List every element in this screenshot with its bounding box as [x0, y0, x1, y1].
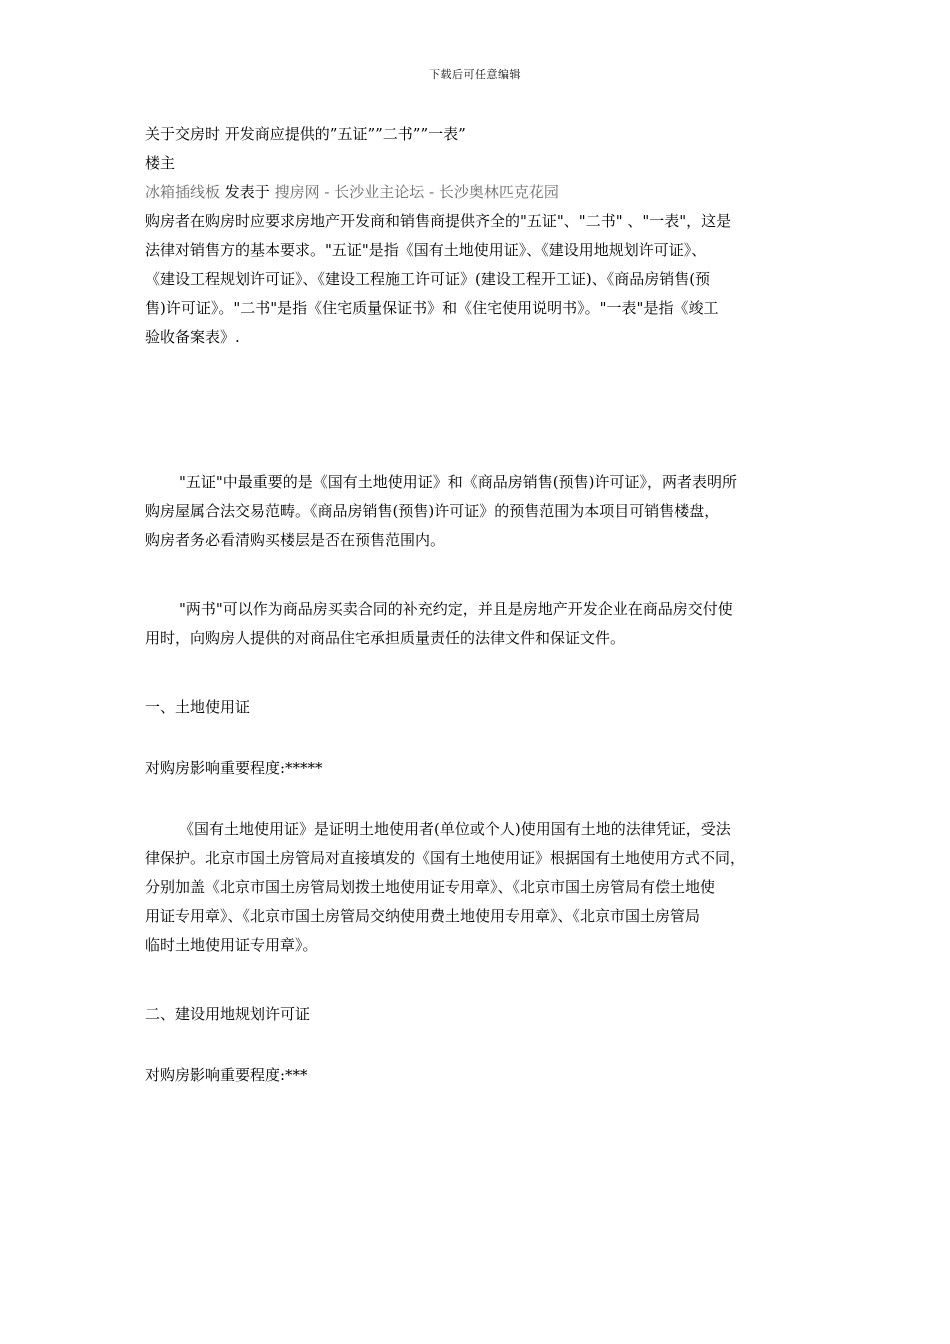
header-note: 下载后可任意编辑	[429, 68, 521, 81]
spacer	[145, 722, 815, 754]
paragraph-line: 购房屋属合法交易范畴。《商品房销售(预售)许可证》的预售范围为本项目可销售楼盘，	[145, 502, 720, 520]
two-books-paragraph	[145, 595, 815, 653]
separator: -	[424, 183, 439, 201]
posted-in-text: 发表于	[220, 183, 275, 201]
paragraph-line: "两书"可以作为商品房买卖合同的补充约定，并且是房地产开发企业在商品房交付使	[179, 600, 733, 618]
forum-link[interactable]: 长沙业主论坛	[334, 183, 425, 201]
importance-rating: 对购房影响重要程度:*****	[145, 759, 323, 777]
paragraph-line: 用证专用章》、《北京市国土房管局交纳使用费土地使用专用章》、《北京市国土房管局	[145, 907, 701, 925]
importance-rating: 对购房影响重要程度:***	[145, 1066, 308, 1084]
document-body	[145, 120, 815, 1090]
poster-label: 楼主	[145, 154, 176, 172]
intro-line: 验收备案表》.	[145, 328, 240, 346]
spacer	[145, 352, 815, 468]
spacer	[145, 555, 815, 595]
intro-paragraph	[145, 207, 815, 352]
intro-line: 售)许可证》。"二书"是指《住宅质量保证书》和《住宅使用说明书》。"一表"是指《竣工	[145, 299, 719, 317]
author-link[interactable]: 冰箱插线板	[145, 183, 221, 201]
paragraph-line: 《国有土地使用证》是证明土地使用者(单位或个人)使用国有土地的法律凭证，受法	[179, 820, 731, 838]
site-link[interactable]: 搜房网	[274, 183, 320, 201]
paragraph-line: 分别加盖《北京市国土房管局划拨土地使用证专用章》、《北京市国土房管局有偿土地使	[145, 878, 716, 896]
intro-line: 法律对销售方的基本要求。"五证"是指《国有土地使用证》、《建设用地规划许可证》、	[145, 241, 707, 259]
separator: -	[319, 183, 335, 201]
intro-line: 《建设工程规划许可证》、《建设工程施工许可证》(建设工程开工证)、《商品房销售(预	[145, 270, 711, 288]
spacer	[145, 1029, 815, 1061]
section-heading: 二、建设用地规划许可证	[145, 1005, 311, 1023]
paragraph-line: 律保护。北京市国土房管局对直接填发的《国有土地使用证》根据国有土地使用方式不同，	[145, 849, 746, 867]
post-meta	[145, 178, 815, 207]
spacer	[145, 653, 815, 693]
land-certificate-paragraph	[145, 815, 815, 960]
paragraph-line: 购房者务必看清购买楼层是否在预售范围内。	[145, 531, 446, 549]
five-certificates-paragraph	[145, 468, 815, 555]
paragraph-line: 用时，向购房人提供的对商品住宅承担质量责任的法律文件和保证文件。	[145, 629, 626, 647]
paragraph-line: "五证"中最重要的是《国有土地使用证》和《商品房销售(预售)许可证》，两者表明所	[179, 473, 738, 491]
spacer	[145, 960, 815, 1000]
community-link[interactable]: 长沙奥林匹克花园	[438, 183, 559, 201]
paragraph-line: 临时土地使用证专用章》。	[145, 936, 318, 954]
intro-line: 购房者在购房时应要求房地产开发商和销售商提供齐全的"五证"、"二书" 、"一表"，这是	[145, 212, 732, 230]
spacer	[145, 783, 815, 815]
post-title: 关于交房时 开发商应提供的”五证””二书””一表”	[145, 125, 466, 143]
section-heading: 一、土地使用证	[145, 698, 251, 716]
